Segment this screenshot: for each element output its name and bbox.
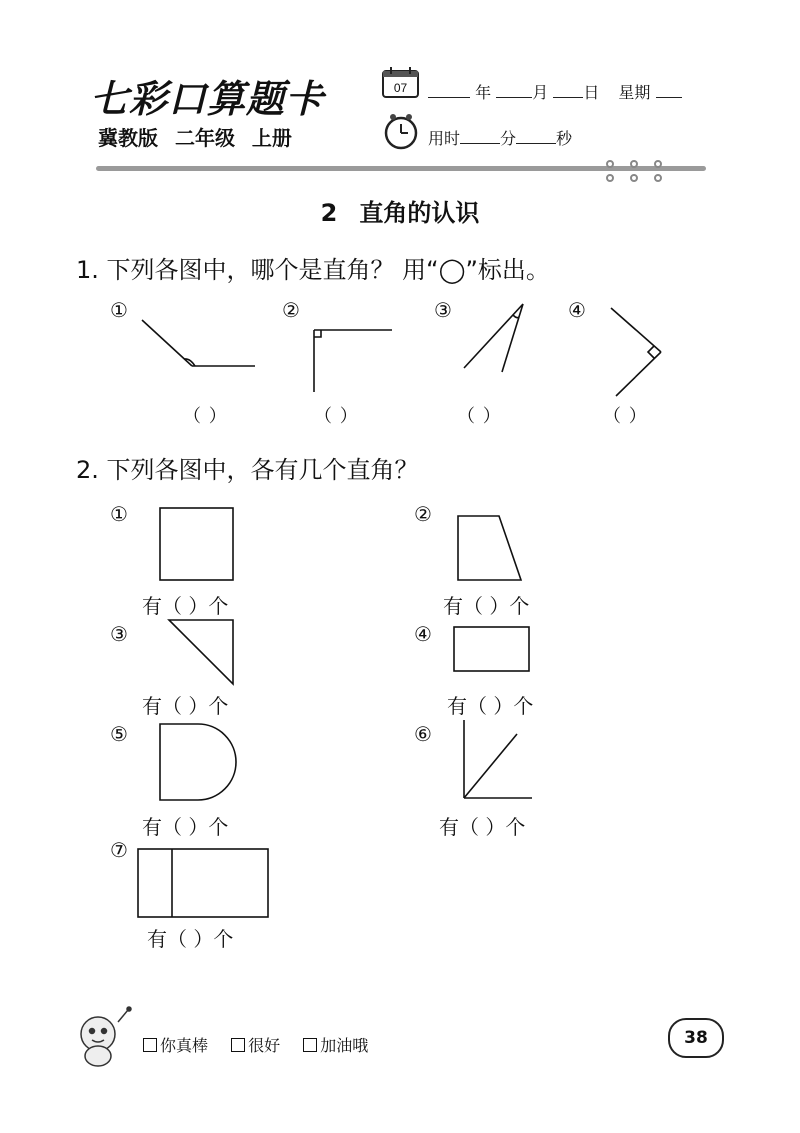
seconds-blank[interactable]: [516, 129, 556, 144]
q2-label-1: ①: [110, 502, 128, 526]
q2-label-4: ④: [414, 622, 432, 646]
weekday-blank[interactable]: [656, 83, 682, 98]
square-shape: [160, 508, 233, 580]
ring-binder-icon: [600, 158, 670, 184]
checkbox[interactable]: [303, 1038, 317, 1052]
second-label: 秒: [556, 129, 573, 148]
q1-answer-3[interactable]: （ ）: [457, 406, 502, 427]
q1-label-1: ①: [110, 298, 128, 322]
q2-label-5: ⑤: [110, 722, 128, 746]
self-rating-options: [143, 1033, 386, 1056]
checkbox[interactable]: [143, 1038, 157, 1052]
rating-option-good[interactable]: 很好: [231, 1033, 280, 1056]
brand-title: 七彩口算题卡: [90, 77, 325, 121]
time-label: 用时: [428, 129, 461, 148]
rating-option-great[interactable]: 你真棒: [143, 1033, 208, 1056]
calendar-day: 07: [393, 81, 408, 95]
section-name: 直角的认识: [359, 199, 480, 227]
year-label: 年: [475, 83, 492, 102]
q2-answer-7[interactable]: 有（ ）个: [147, 927, 234, 951]
obtuse-angle-figure: [142, 320, 255, 366]
q2-answer-5[interactable]: 有（ ）个: [142, 815, 229, 839]
rating-option-keep-going[interactable]: 加油哦: [303, 1033, 368, 1056]
q2-answer-1[interactable]: 有（ ）个: [142, 594, 229, 618]
cartoon-mascot-icon: [70, 1004, 136, 1070]
right-angle-figure: [314, 330, 392, 392]
month-blank[interactable]: [496, 83, 532, 98]
q2-answer-3[interactable]: 有（ ）个: [142, 694, 229, 718]
q2-label-2: ②: [414, 502, 432, 526]
trapezoid-shape: [458, 516, 521, 580]
divided-rectangle-shape: [138, 849, 268, 917]
weekday-label: 星期: [618, 83, 651, 102]
date-fields: [428, 80, 682, 103]
q1-answer-1[interactable]: （ ）: [183, 406, 228, 427]
year-blank[interactable]: [428, 83, 470, 98]
minute-label: 分: [500, 129, 517, 148]
q2-label-6: ⑥: [414, 722, 432, 746]
q2-answer-6[interactable]: 有（ ）个: [439, 815, 526, 839]
q1-answer-4[interactable]: （ ）: [603, 406, 648, 427]
q1-label-4: ④: [568, 298, 586, 322]
minutes-blank[interactable]: [460, 129, 500, 144]
rectangle-shape: [454, 627, 529, 671]
day-blank[interactable]: [553, 83, 583, 98]
acute-angle-figure: [464, 304, 523, 372]
section-number: 2: [320, 199, 338, 227]
clock-icon: [382, 112, 420, 150]
q2-answer-2[interactable]: 有（ ）个: [443, 594, 530, 618]
rotated-right-angle-figure: [611, 308, 661, 396]
section-title: [0, 193, 800, 228]
checkbox[interactable]: [231, 1038, 245, 1052]
question-2-text: 2. 下列各图中，各有几个直角？: [76, 456, 419, 484]
q1-answer-2[interactable]: （ ）: [314, 406, 359, 427]
q2-label-7: ⑦: [110, 838, 128, 862]
q2-answer-4[interactable]: 有（ ）个: [447, 694, 534, 718]
d-shape: [160, 724, 236, 800]
right-triangle-shape: [169, 620, 233, 684]
q2-label-3: ③: [110, 622, 128, 646]
page-number: 38: [668, 1018, 724, 1058]
question-1-text: 1. 下列各图中，哪个是直角？ 用“◯”标出。: [76, 256, 550, 284]
edition-subtitle: 冀教版 二年级 上册: [98, 126, 292, 150]
angle-with-ray-shape: [464, 720, 532, 798]
q1-label-3: ③: [434, 298, 452, 322]
time-fields: [428, 126, 572, 149]
q1-label-2: ②: [282, 298, 300, 322]
month-label: 月: [532, 83, 549, 102]
day-label: 日: [583, 83, 600, 102]
calendar-icon: [381, 66, 421, 100]
q1-angle-figures: [0, 290, 800, 430]
